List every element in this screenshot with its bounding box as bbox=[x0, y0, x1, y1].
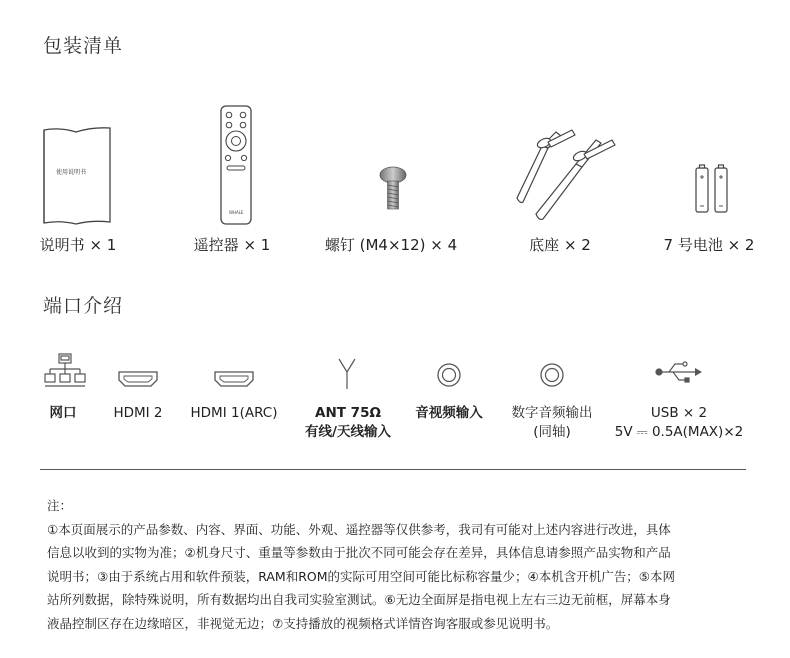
manual-cover-text: 使用说明书 bbox=[56, 169, 87, 176]
port-label-hdmi1-arc: HDMI 1(ARC) bbox=[190, 405, 278, 421]
battery-icon bbox=[692, 164, 732, 214]
antenna-icon bbox=[336, 358, 358, 390]
package-list-title: 包装清单 bbox=[43, 35, 124, 57]
package-item-remote: 遥控器 × 1 bbox=[193, 236, 271, 254]
notes-line: 液晶控制区存在边缘暗区，非视觉无边；⑦支持播放的视频格式详情咨询客服或参见说明书。 bbox=[47, 615, 559, 631]
notes-line: ①本页面展示的产品参数、内容、界面、功能、外观、遥控器等仅供参考，我司有可能对上述内容进行改进，具体 bbox=[47, 521, 671, 537]
notes-heading: 注： bbox=[47, 498, 73, 513]
notes-line: 站所列数据，除特殊说明，所有数据均出自我司实验室测试。⑥无边全面屏是指电视上左右三边无前框，屏幕本身 bbox=[47, 592, 671, 607]
notes-line: 信息以收到的实物为准；②机身尺寸、重量等参数由于批次不同可能会存在差异，具体信息请参照产品实物和产品 bbox=[47, 545, 671, 560]
hdmi-icon bbox=[117, 369, 159, 389]
screw-icon bbox=[378, 166, 408, 212]
port-label-hdmi2: HDMI 2 bbox=[113, 405, 163, 421]
notes-section bbox=[47, 494, 747, 635]
coaxial-icon bbox=[539, 362, 565, 388]
port-label-usb: USB × 2 5V ⎓ 0.5A(MAX)×2 bbox=[614, 405, 744, 440]
av-input-icon bbox=[436, 362, 462, 388]
section-divider bbox=[40, 469, 746, 470]
package-item-manual: 说明书 × 1 bbox=[39, 236, 117, 254]
port-label-av-input: 音视频输入 bbox=[415, 405, 483, 421]
usb-icon bbox=[655, 360, 703, 384]
notes-line: 说明书；③由于系统占用和软件预装，RAM和ROM的实际可用空间可能比标称容量少；④本机含开机广告；⑤本网 bbox=[47, 568, 675, 584]
hdmi-arc-icon bbox=[213, 369, 255, 389]
package-item-screw: 螺钉 (M4×12) × 4 bbox=[324, 236, 458, 254]
port-label-antenna: ANT 75Ω 有线/天线输入 bbox=[305, 405, 391, 440]
package-item-battery: 7 号电池 × 2 bbox=[663, 236, 755, 254]
port-label-coaxial: 数字音频输出 (同轴) bbox=[511, 405, 593, 440]
ethernet-icon bbox=[44, 352, 86, 388]
ports-title: 端口介绍 bbox=[43, 295, 124, 317]
port-label-ethernet: 网口 bbox=[49, 405, 77, 421]
remote-icon bbox=[218, 104, 254, 226]
remote-logo-text: WHALE bbox=[229, 210, 244, 215]
manual-icon bbox=[40, 124, 114, 226]
stand-icon bbox=[512, 126, 624, 226]
package-item-stand: 底座 × 2 bbox=[529, 236, 591, 254]
